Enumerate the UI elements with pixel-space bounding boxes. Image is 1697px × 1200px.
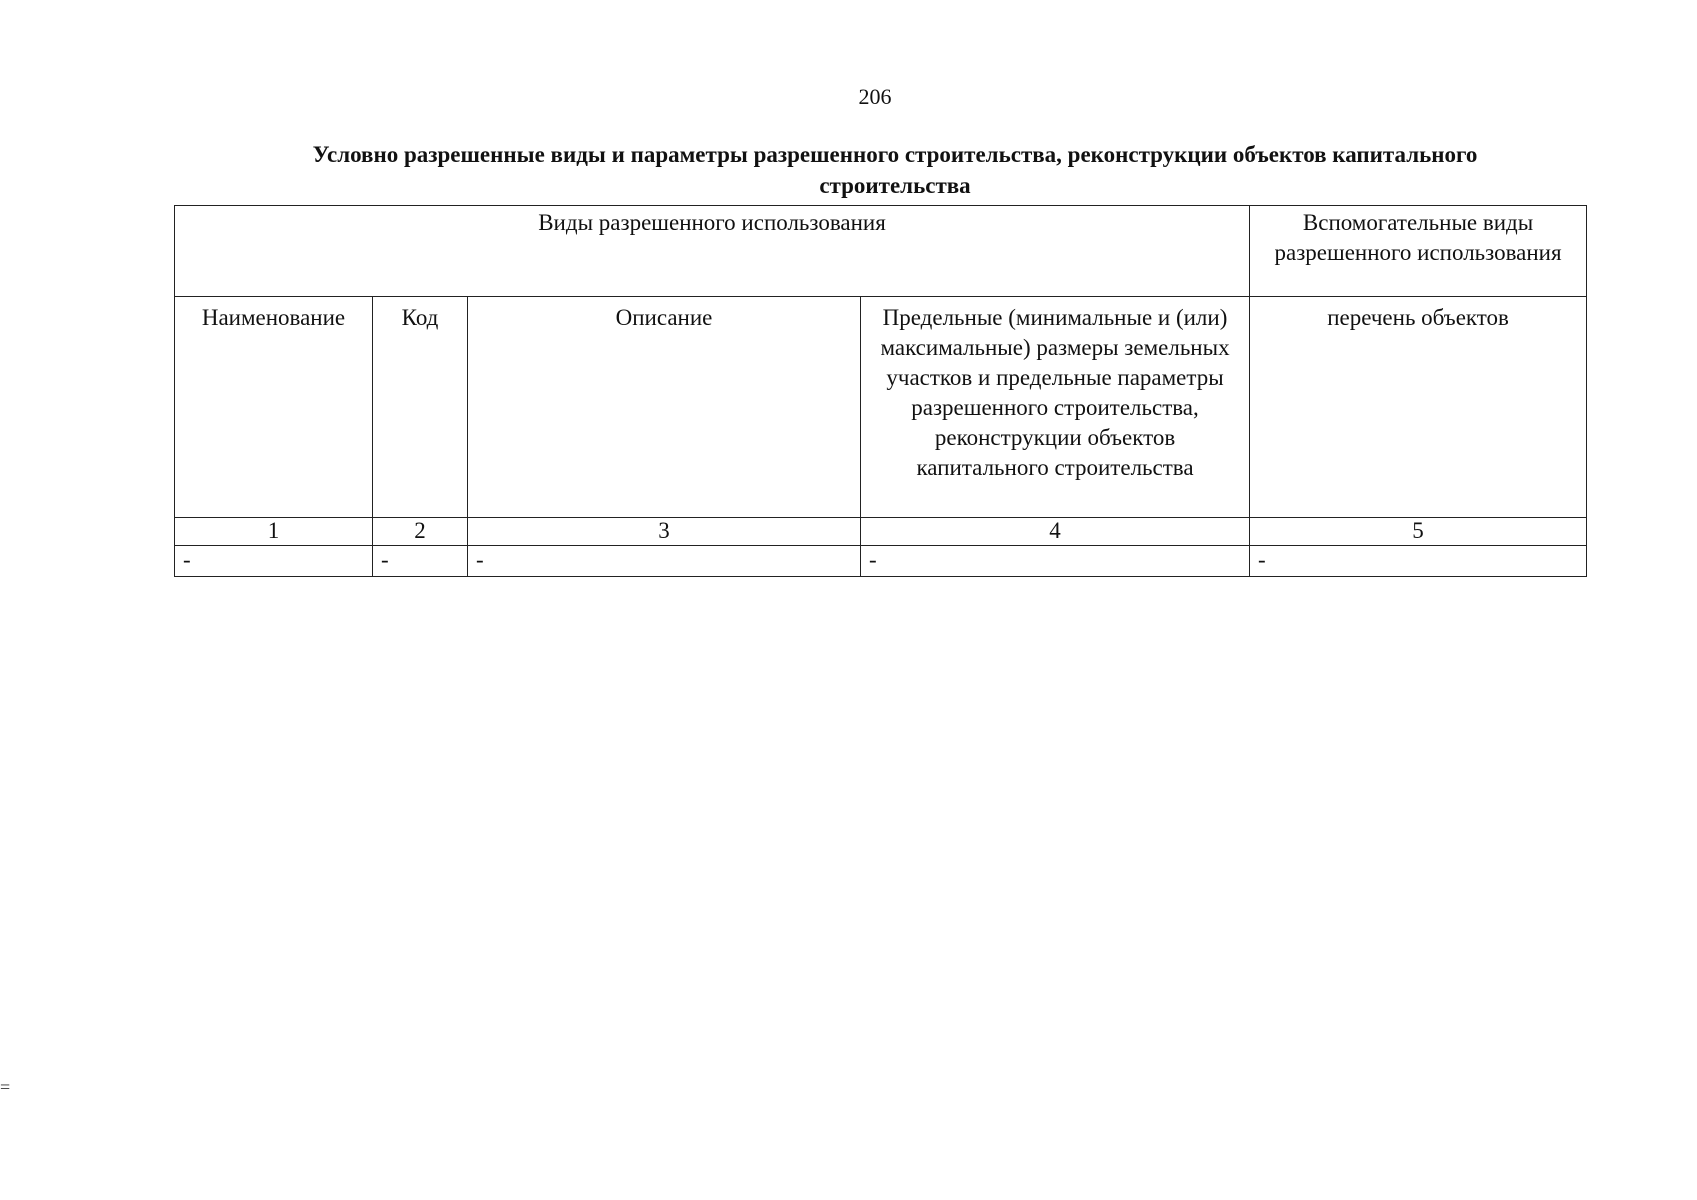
table-cell-objects-list: - xyxy=(1250,546,1587,577)
column-header-description: Описание xyxy=(468,297,861,518)
permitted-uses-table xyxy=(174,205,1587,577)
group-header-auxiliary-uses: Вспомогательные виды разрешенного использования xyxy=(1250,206,1587,297)
column-header-objects-list: перечень объектов xyxy=(1250,297,1587,518)
column-header-name: Наименование xyxy=(175,297,373,518)
column-number: 4 xyxy=(861,518,1250,546)
column-number: 5 xyxy=(1250,518,1587,546)
table-cell-code: - xyxy=(373,546,468,577)
table-cell-parameters: - xyxy=(861,546,1250,577)
margin-mark: = xyxy=(0,1077,11,1097)
column-number-row xyxy=(175,518,1587,546)
column-header-row xyxy=(175,297,1587,518)
column-header-parameters: Предельные (минимальные и (или) максимальные) размеры земельных участков и предельные параметры разрешенного строительства, реконструкции объектов капитального строительства xyxy=(861,297,1250,518)
table-cell-description: - xyxy=(468,546,861,577)
page-number: 206 xyxy=(858,84,892,109)
column-number: 1 xyxy=(175,518,373,546)
group-header-row xyxy=(175,206,1587,297)
table-row xyxy=(175,546,1587,577)
table-cell-name: - xyxy=(175,546,373,577)
column-number: 2 xyxy=(373,518,468,546)
column-header-code: Код xyxy=(373,297,468,518)
column-number: 3 xyxy=(468,518,861,546)
group-header-permitted-uses: Виды разрешенного использования xyxy=(175,206,1250,297)
table-heading: Условно разрешенные виды и параметры разрешенного строительства, реконструкции объектов капитального строительства xyxy=(312,142,1478,198)
